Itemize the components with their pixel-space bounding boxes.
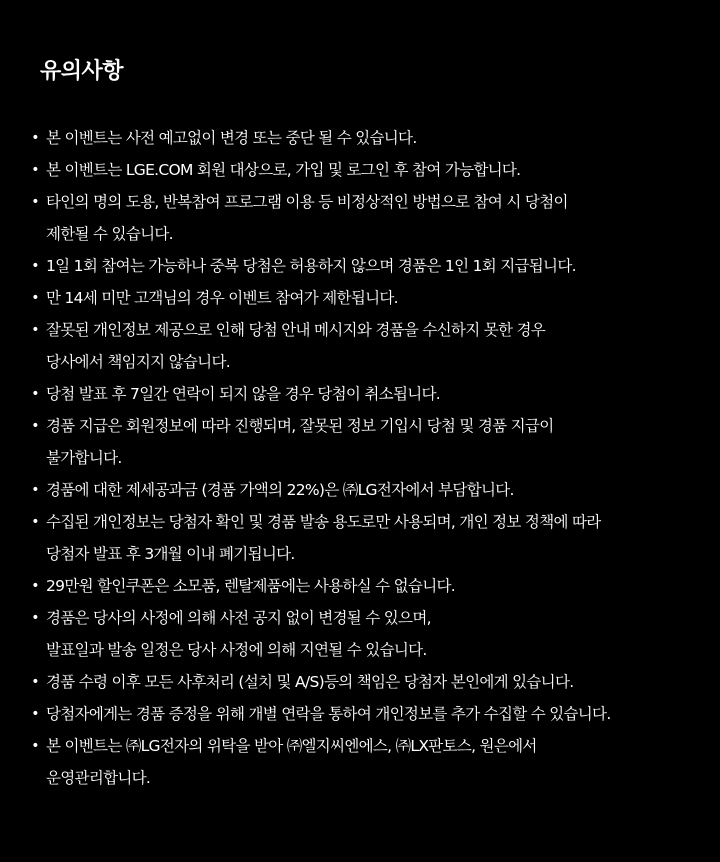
notice-item-text: 본 이벤트는 LGE.COM 회원 대상으로, 가입 및 로그인 후 참여 가능합니다.: [46, 161, 521, 179]
notice-item: [0, 506, 720, 570]
notice-item-text: 운영관리합니다.: [46, 769, 151, 787]
bullet-icon: •: [31, 258, 39, 274]
notice-item: [0, 602, 720, 666]
notice-item-text: 만 14세 미만 고객님의 경우 이벤트 참여가 제한됩니다.: [46, 289, 398, 307]
notice-item-text: 불가합니다.: [46, 449, 122, 467]
bullet-icon: •: [31, 674, 39, 690]
notice-item-text: 당사에서 책임지지 않습니다.: [46, 353, 230, 371]
notice-item-text: 29만원 할인쿠폰은 소모품, 렌탈제품에는 사용하실 수 없습니다.: [46, 577, 455, 595]
notice-item-text: 경품 지급은 회원정보에 따라 진행되며, 잘못된 정보 기입시 당첨 및 경품 지급이: [46, 417, 554, 435]
notice-item: [0, 410, 720, 474]
bullet-icon: •: [31, 418, 39, 434]
notice-item-text: 당첨자 발표 후 3개월 이내 폐기됩니다.: [46, 545, 295, 563]
notice-item-text: 수집된 개인정보는 당첨자 확인 및 경품 발송 용도로만 사용되며, 개인 정보 정책에 따라: [46, 513, 601, 531]
bullet-icon: •: [31, 386, 39, 402]
notice-item: [0, 282, 720, 314]
notice-item: [0, 698, 720, 730]
notice-item: [0, 378, 720, 410]
bullet-icon: •: [31, 130, 39, 146]
bullet-icon: •: [31, 514, 39, 530]
notice-item: [0, 250, 720, 282]
notice-item: [0, 666, 720, 698]
bullet-icon: •: [31, 610, 39, 626]
notice-list: [0, 122, 720, 794]
notice-item-text: 잘못된 개인정보 제공으로 인해 당첨 안내 메시지와 경품을 수신하지 못한 경우: [46, 321, 546, 339]
notice-item: [0, 186, 720, 250]
notice-item-text: 본 이벤트는 사전 예고없이 변경 또는 중단 될 수 있습니다.: [46, 129, 417, 147]
notice-item-text: 당첨자에게는 경품 증정을 위해 개별 연락을 통하여 개인정보를 추가 수집할 수 있습니다.: [46, 705, 611, 723]
bullet-icon: •: [31, 706, 39, 722]
notice-item: [0, 570, 720, 602]
bullet-icon: •: [31, 194, 39, 210]
notice-item-text: 당첨 발표 후 7일간 연락이 되지 않을 경우 당첨이 취소됩니다.: [46, 385, 440, 403]
notice-title: 유의사항: [40, 59, 124, 84]
notice-item-text: 경품 수령 이후 모든 사후처리 (설치 및 A/S)등의 책임은 당첨자 본인에게 있습니다.: [46, 673, 574, 691]
notice-item: [0, 122, 720, 154]
notice-item-text: 1일 1회 참여는 가능하나 중복 당첨은 허용하지 않으며 경품은 1인 1회 지급됩니다.: [46, 257, 576, 275]
notice-item-text: 제한될 수 있습니다.: [46, 225, 173, 243]
notice-item-text: 경품에 대한 제세공과금 (경품 가액의 22%)은 ㈜LG전자에서 부담합니다.: [46, 481, 514, 499]
bullet-icon: •: [31, 738, 39, 754]
notice-item: [0, 474, 720, 506]
notice-item-text: 본 이벤트는 ㈜LG전자의 위탁을 받아 ㈜엘지씨엔에스, ㈜LX판토스, 원은에서: [46, 737, 537, 755]
bullet-icon: •: [31, 322, 39, 338]
notice-item: [0, 314, 720, 378]
bullet-icon: •: [31, 162, 39, 178]
notice-item-text: 발표일과 발송 일정은 당사 사정에 의해 지연될 수 있습니다.: [46, 641, 427, 659]
notice-item-text: 경품은 당사의 사정에 의해 사전 공지 없이 변경될 수 있으며,: [46, 609, 431, 627]
bullet-icon: •: [31, 482, 39, 498]
notice-item-text: 타인의 명의 도용, 반복참여 프로그램 이용 등 비정상적인 방법으로 참여 시 당첨이: [46, 193, 568, 211]
bullet-icon: •: [31, 578, 39, 594]
notice-item: [0, 730, 720, 794]
notice-item: [0, 154, 720, 186]
bullet-icon: •: [31, 290, 39, 306]
